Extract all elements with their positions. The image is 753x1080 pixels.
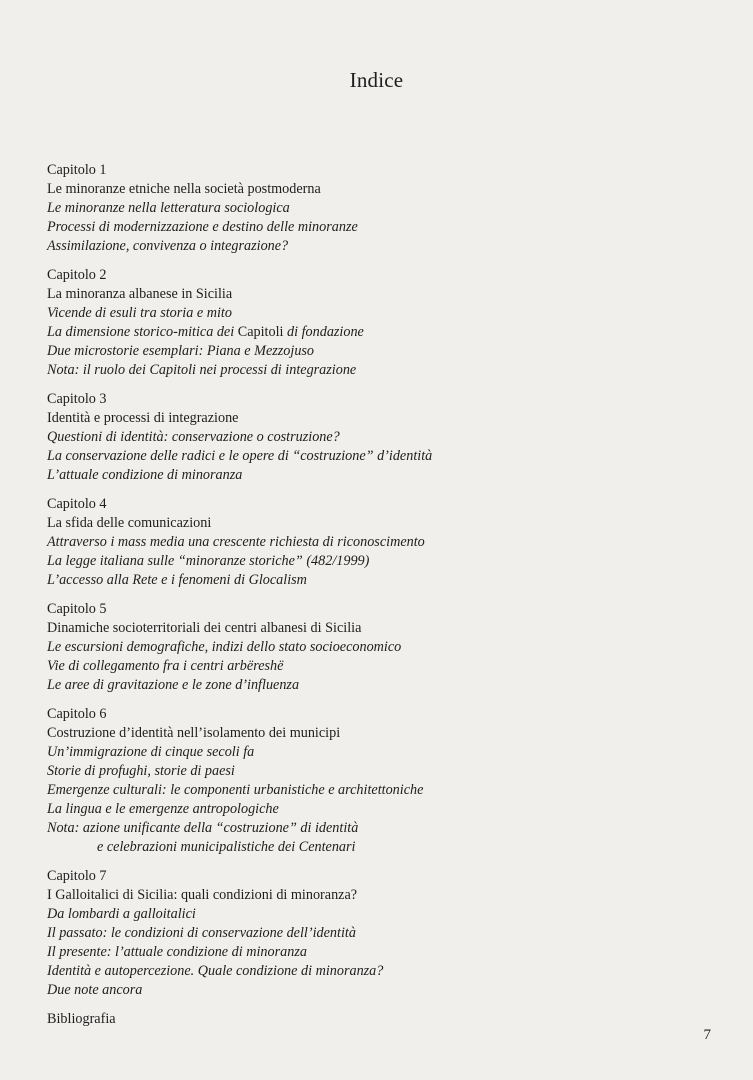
section-entry[interactable]: Le aree di gravitazione e le zone d’influenza [47, 677, 300, 693]
chapter-title[interactable]: Dinamiche socioterritoriali dei centri albanesi di Sicilia [47, 620, 362, 636]
chapter-title[interactable]: Identità e processi di integrazione [47, 410, 239, 426]
section-entry[interactable]: La legge italiana sulle “minoranze storiche” (482/1999) [47, 553, 370, 569]
section-entry[interactable]: Due microstorie esemplari: Piana e Mezzojuso [47, 343, 315, 359]
section-entry[interactable]: Vie di collegamento fra i centri arbëreshë [47, 658, 284, 674]
section-entry[interactable]: Il presente: l’attuale condizione di minoranza [47, 944, 307, 960]
chapter-3 [47, 390, 707, 485]
chapter-label[interactable]: Capitolo 1 [47, 162, 107, 178]
section-entry-mixed[interactable] [47, 323, 707, 342]
chapter-title[interactable]: I Galloitalici di Sicilia: quali condizioni di minoranza? [47, 887, 358, 903]
section-text: di [283, 324, 302, 340]
chapter-1 [47, 161, 707, 256]
chapter-label[interactable]: Capitolo 4 [47, 496, 107, 512]
bibliography-entry[interactable]: Bibliografia [47, 1011, 116, 1027]
chapter-label[interactable]: Capitolo 3 [47, 391, 107, 407]
section-entry[interactable]: Nota: azione unificante della “costruzione” di identità [47, 820, 359, 836]
section-entry[interactable]: Vicende di esuli tra storia e mito [47, 305, 232, 321]
section-entry[interactable]: Il passato: le condizioni di conservazione dell’identità [47, 925, 356, 941]
section-entry[interactable]: Processi di modernizzazione e destino delle minoranze [47, 219, 358, 235]
section-entry[interactable]: Da lombardi a galloitalici [47, 906, 196, 922]
table-of-contents [47, 161, 707, 1029]
section-entry[interactable]: L’accesso alla Rete e i fenomeni di Glocalism [47, 572, 307, 588]
section-entry[interactable]: La lingua e le emergenze antropologiche [47, 801, 279, 817]
chapter-title[interactable]: Costruzione d’identità nell’isolamento dei municipi [47, 725, 341, 741]
section-entry[interactable]: Identità e autopercezione. Quale condizione di minoranza? [47, 963, 384, 979]
chapter-5 [47, 600, 707, 695]
chapter-6 [47, 705, 707, 857]
chapter-title[interactable]: La sfida delle comunicazioni [47, 515, 212, 531]
section-entry[interactable]: Assimilazione, convivenza o integrazione? [47, 238, 289, 254]
section-entry[interactable]: Storie di profughi, storie di paesi [47, 763, 235, 779]
chapter-label[interactable]: Capitolo 6 [47, 706, 107, 722]
chapter-label[interactable]: Capitolo 2 [47, 267, 107, 283]
chapter-4 [47, 495, 707, 590]
section-entry[interactable]: Le minoranze nella letteratura sociologica [47, 200, 290, 216]
chapter-label[interactable]: Capitolo 5 [47, 601, 107, 617]
section-entry[interactable]: Nota: il ruolo dei Capitoli nei processi di integrazione [47, 362, 357, 378]
chapter-2 [47, 266, 707, 380]
chapter-label[interactable]: Capitolo 7 [47, 868, 107, 884]
section-entry[interactable]: L’attuale condizione di minoranza [47, 467, 243, 483]
section-text: fondazione [301, 324, 364, 340]
chapter-7 [47, 867, 707, 1000]
section-entry[interactable]: Attraverso i mass media una crescente richiesta di riconoscimento [47, 534, 425, 550]
section-text: La dimensione storico-mitica dei [47, 324, 238, 340]
chapter-title[interactable]: La minoranza albanese in Sicilia [47, 286, 233, 302]
section-text-upright: Capitoli [237, 324, 284, 340]
page-number: 7 [703, 1027, 711, 1043]
section-entry-continued[interactable]: e celebrazioni municipalistiche dei Centenari [97, 839, 356, 855]
section-entry[interactable]: Un’immigrazione di cinque secoli fa [47, 744, 255, 760]
chapter-title[interactable]: Le minoranze etniche nella società postmoderna [47, 181, 321, 197]
section-entry[interactable]: Questioni di identità: conservazione o costruzione? [47, 429, 340, 445]
section-entry[interactable]: Due note ancora [47, 982, 143, 998]
section-entry[interactable]: Emergenze culturali: le componenti urbanistiche e architettoniche [47, 782, 424, 798]
section-entry[interactable]: Le escursioni demografiche, indizi dello stato socioeconomico [47, 639, 402, 655]
page-title: Indice [349, 68, 404, 92]
section-entry[interactable]: La conservazione delle radici e le opere di “costruzione” d’identità [47, 448, 433, 464]
